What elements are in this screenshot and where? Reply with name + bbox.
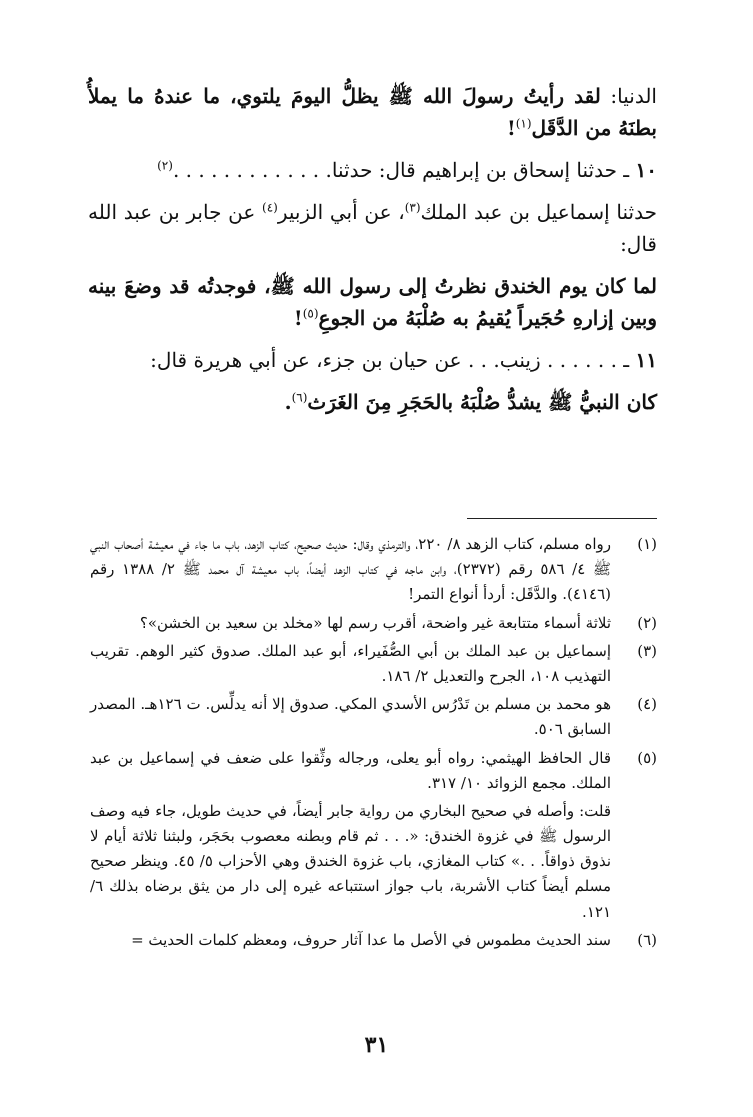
punctuation: !: [506, 116, 516, 140]
isnad-part: عن جابر بن عبد الله قال:: [88, 200, 657, 256]
footnote-4: [90, 692, 657, 742]
footnote-text: ثلاثة أسماء متتابعة غير واضحة، أقرب رسم لها «مخلد بن سعيد بن الخشن»؟: [139, 613, 611, 632]
hadith-10-isnad-heading: [88, 154, 657, 186]
main-text: [88, 80, 657, 428]
footnote-separator: [467, 518, 657, 519]
footnote-number: (٦): [637, 930, 657, 949]
narration-tail: الدنيا:: [600, 84, 657, 108]
footnote-2: [90, 611, 657, 636]
punctuation: !: [293, 306, 303, 330]
hadith-11-isnad: [88, 344, 657, 376]
footnote-text: إسماعيل بن عبد الملك بن أبي الصُّفَيراء، أبو عبد الملك. صدوق كثير الوهم. تقريب التهذيب ١٠٨، الجرح والتعديل ٢/ ١٨٦.: [90, 641, 611, 685]
footnote-ref-6[interactable]: (٦): [291, 390, 308, 405]
hadith-number-10: ١٠: [635, 158, 657, 182]
hadith-9-continuation: [88, 80, 657, 144]
footnote-ref-2[interactable]: (٢): [157, 158, 173, 173]
footnote-text: سند الحديث مطموس في الأصل ما عدا آثار حروف، ومعظم كلمات الحديث =: [131, 930, 611, 949]
footnote-5: [90, 746, 657, 796]
hadith-11-matn-paragraph: [88, 386, 657, 418]
footnote-number: (٣): [637, 641, 657, 660]
hadith-11-isnad-text: ـ . . . . . . زينب. . . عن حيان بن جزء، عن أبي هريرة قال:: [150, 348, 630, 372]
hadith-11-matn: كان النبيُّ ﷺ يشدُّ صُلْبَهُ بالحَجَرِ مِنَ الغَرَث: [307, 390, 657, 414]
hadith-9-matn: لقد رأيتُ رسولَ الله ﷺ يظلُّ اليومَ يلتوي، ما عندهُ ما يملأُ بطنَهُ من الدَّقَل: [88, 84, 657, 140]
footnote-number: (١): [637, 535, 657, 553]
punctuation: .: [284, 390, 292, 414]
footnote-ref-4[interactable]: (٤): [262, 200, 278, 215]
footnote-6: [90, 928, 657, 953]
hadith-10-matn-paragraph: [88, 270, 657, 334]
isnad-part: ، عن أبي الزبير: [277, 200, 405, 224]
footnote-number: (٤): [637, 695, 657, 714]
footnote-number: (٥): [637, 748, 657, 767]
footnote-ref-5[interactable]: (٥): [302, 306, 319, 321]
page-number: ٣١: [364, 1032, 389, 1058]
footnote-3: [90, 639, 657, 689]
footnote-ref-3[interactable]: (٣): [404, 200, 421, 215]
hadith-10-matn: لما كان يوم الخندق نظرتُ إلى رسول الله ﷺ، فوجدتُه قد وضعَ بينه وبين إزارهِ حُجَيراً يُقيمُ به صُلْبَهُ من الجوعِ: [88, 274, 657, 330]
footnotes: [90, 532, 657, 956]
hadith-10-isnad-line1: ـ حدثنا إسحاق بن إبراهيم قال: حدثنا. . . . . . . . . . . . .: [172, 158, 630, 182]
isnad-part: حدثنا إسماعيل بن عبد الملك: [420, 200, 657, 224]
footnote-number: (٢): [637, 613, 657, 632]
footnote-5-comment: قلت: وأصله في صحيح البخاري من رواية جابر أيضاً، في حديث طويل، جاء فيه وصف الرسول ﷺ في غزوة الخندق: «. . . ثم قام وبطنه معصوب بحَجَر، ولبثنا ثلاثة أيام لا نذوق ذواقاً. . .» كتاب المغازي، باب غزوة الخندق وهي الأحزاب ٥/ ٤٥. وينظر صحيح مسلم أيضاً كتاب الأشربة، باب جواز استتباعه غيره إلى دار من يثق برضاه بذلك ٦/ ١٢١.: [90, 801, 612, 921]
footnote-1: [90, 532, 657, 608]
hadith-10-isnad: [88, 196, 657, 260]
hadith-number-11: ١١: [635, 348, 657, 372]
footnote-text: قال الحافظ الهيثمي: رواه أبو يعلى، ورجاله وثِّقوا على ضعف في إسماعيل بن عبد الملك. مجمع الزوائد ١٠/ ٣١٧.: [90, 748, 611, 792]
footnote-text: هو محمد بن مسلم بن تَدْرُس الأسدي المكي. صدوق إلا أنه يدلِّس. ت ١٢٦هـ. المصدر السابق ٥٠٦.: [90, 695, 611, 739]
footnote-text: رواه مسلم، كتاب الزهد ٨/ ٢٢٠، والترمذي وقال: حديث صحيح، كتاب الزهد، باب ما جاء في معيشة أصحاب النبي ﷺ ٤/ ٥٨٦ رقم (٢٣٧٢)، وابن ماجه في كتاب الزهد أيضاً، باب معيشة آل محمد ﷺ ٢/ ١٣٨٨ رقم (٤١٤٦). والدَّقَل: أردأ أنواع التمر!: [90, 535, 611, 604]
footnote-ref-1[interactable]: (١): [515, 116, 532, 131]
